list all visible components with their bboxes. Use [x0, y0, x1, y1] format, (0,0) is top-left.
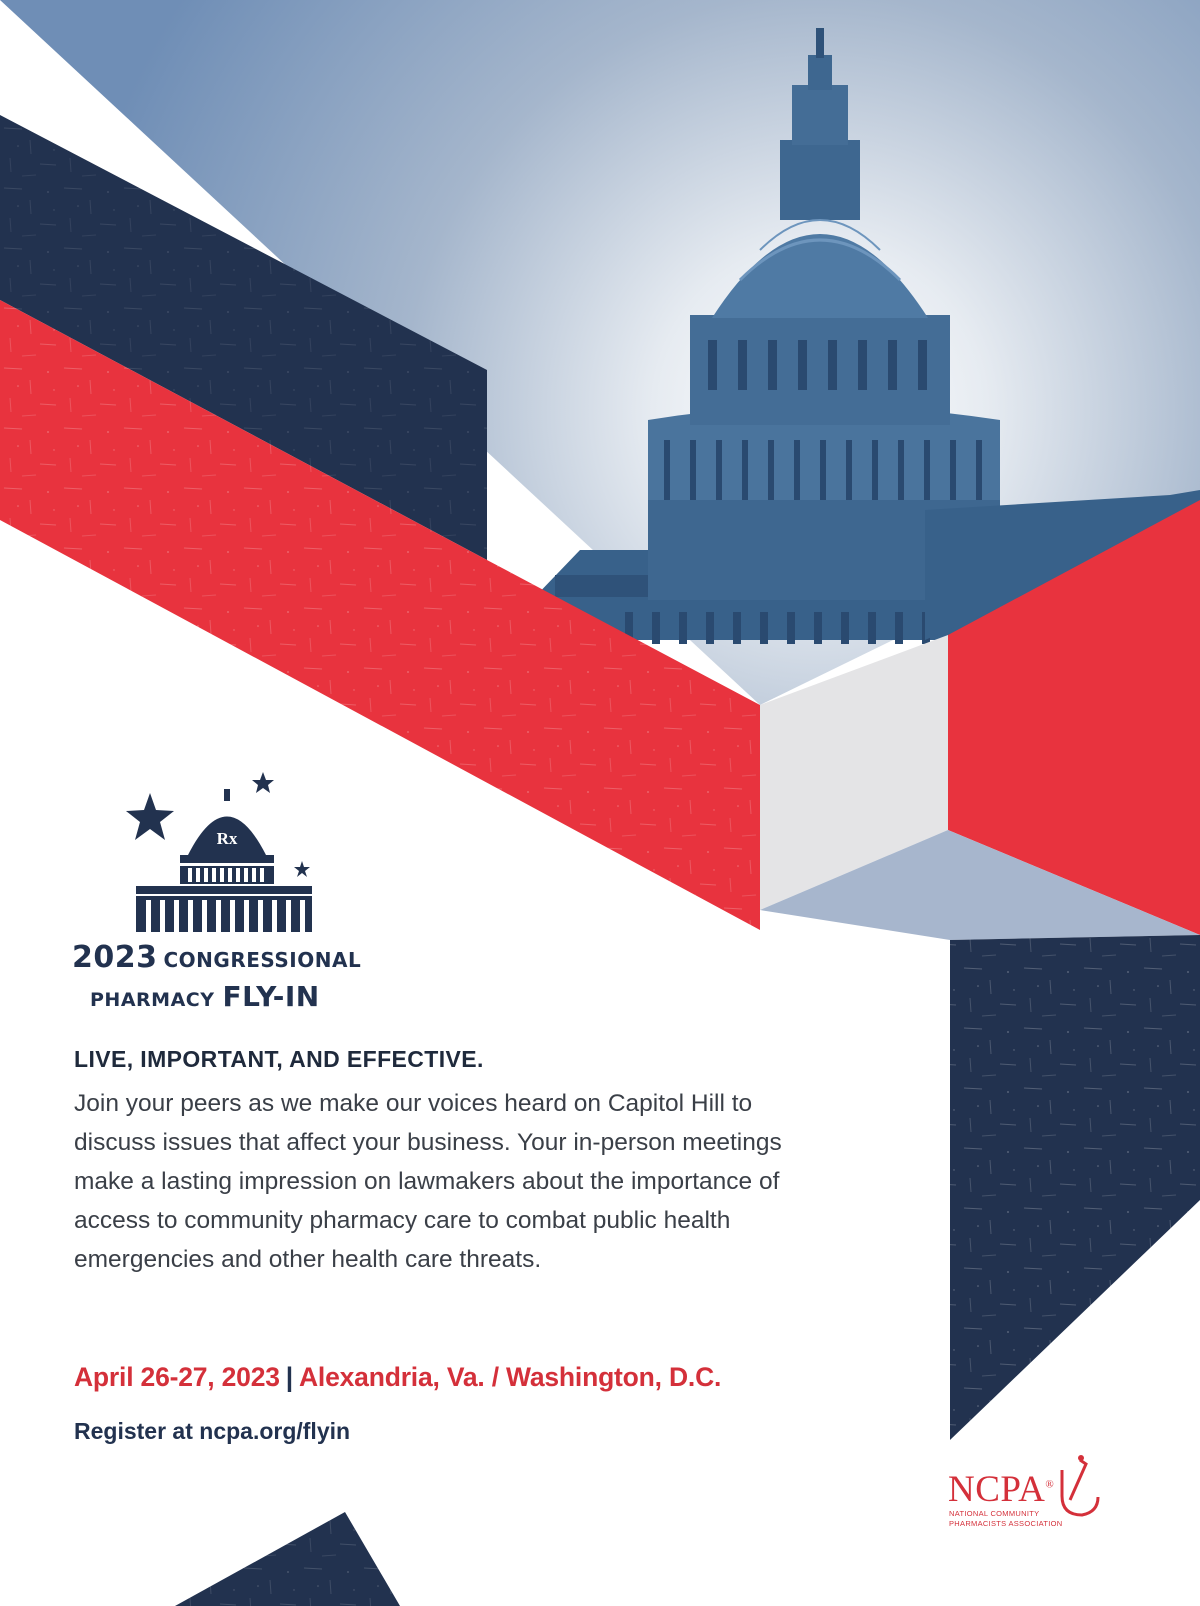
ncpa-subtitle-line2: PHARMACISTS ASSOCIATION [949, 1519, 1063, 1528]
star-icon [294, 861, 310, 877]
rx-symbol: Rx [216, 829, 238, 848]
star-icon [126, 793, 174, 840]
register-link[interactable]: Register at ncpa.org/flyin [74, 1418, 351, 1444]
ncpa-logo-wordmark [948, 1468, 1054, 1511]
ncpa-subtitle-line1: NATIONAL COMMUNITY [949, 1509, 1040, 1518]
body-paragraph: Join your peers as we make our voices heard on Capitol Hill to discuss issues that affect your business. Your in-person meetings make a lasting impression on lawmakers about the importance of access to community pharmacy care to combat public health emergencies and other health care threats. [74, 1090, 782, 1273]
ncpa-name: NCPA [948, 1469, 1046, 1510]
event-year: 2023 [72, 940, 158, 975]
event-title-congressional: CONGRESSIONAL [163, 948, 362, 972]
event-title-flyin: FLY-IN [222, 980, 320, 1013]
ncpa-logo-subtitle [949, 1509, 1062, 1529]
event-dates: April 26-27, 2023 [74, 1362, 280, 1392]
event-title-line1 [72, 940, 361, 975]
star-icon [252, 772, 274, 793]
event-location: Alexandria, Va. / Washington, D.C. [299, 1362, 722, 1392]
headline: LIVE, IMPORTANT, AND EFFECTIVE. [74, 1046, 484, 1072]
event-title-line2 [90, 980, 320, 1013]
dates-separator: | [285, 1362, 293, 1392]
event-title-pharmacy: PHARMACY [90, 989, 215, 1011]
ncpa-registered-mark: ® [1045, 1478, 1055, 1491]
event-dates-location [74, 1362, 721, 1393]
mortar-pestle-icon [1062, 1455, 1098, 1515]
